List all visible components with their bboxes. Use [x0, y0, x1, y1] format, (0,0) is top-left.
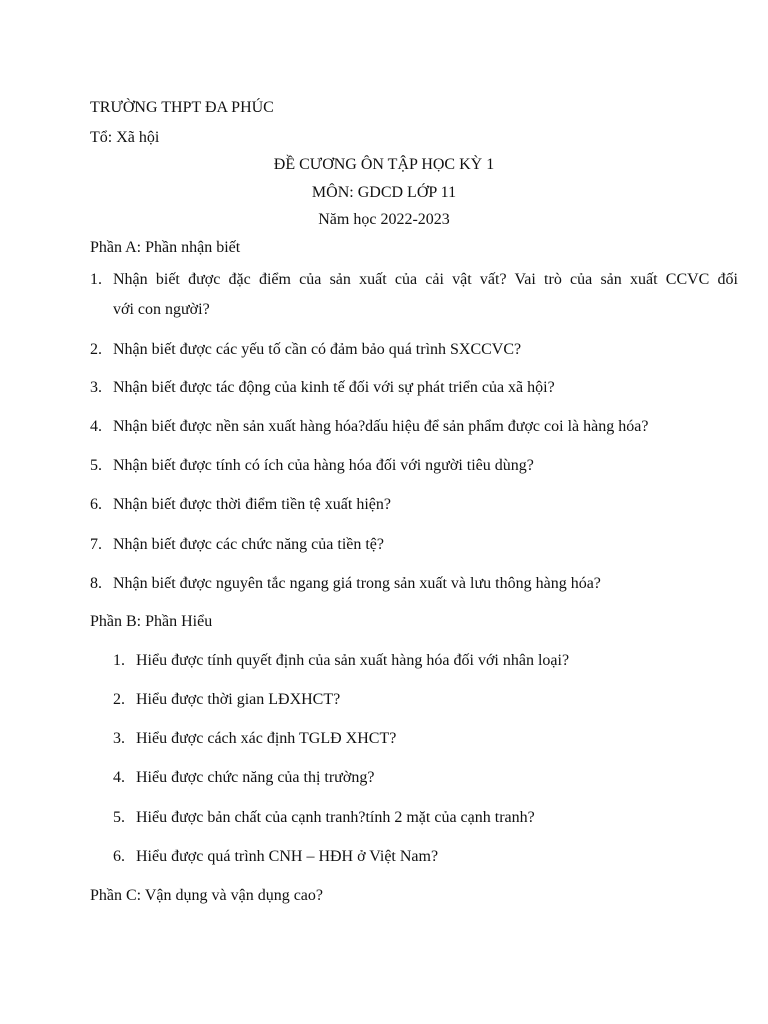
section-b-heading: Phần B: Phần Hiểu	[90, 613, 213, 630]
list-number: 6.	[90, 496, 102, 513]
list-number: 2.	[90, 341, 102, 358]
section-a-heading: Phần A: Phần nhận biết	[90, 239, 241, 256]
list-item-text: Nhận biết được các yếu tố cần có đảm bảo quá trình SXCCVC?	[113, 341, 522, 358]
list-number: 4.	[113, 769, 125, 786]
list-number: 7.	[90, 536, 102, 553]
list-item-text: Nhận biết được nguyên tắc ngang giá trong sản xuất và lưu thông hàng hóa?	[113, 575, 601, 592]
list-item-text: Hiểu được thời gian LĐXHCT?	[136, 691, 341, 708]
list-item-text: Nhận biết được thời điểm tiền tệ xuất hiện?	[113, 496, 391, 513]
school-name: TRƯỜNG THPT ĐA PHÚC	[90, 99, 274, 116]
document-title: ĐỀ CƯƠNG ÔN TẬP HỌC KỲ 1	[273, 156, 495, 173]
school-year: Năm học 2022-2023	[318, 211, 450, 228]
list-number: 3.	[90, 379, 102, 396]
list-item-text-continued: với con người?	[113, 301, 210, 318]
section-c-heading: Phần C: Vận dụng và vận dụng cao?	[90, 887, 323, 904]
list-item-text: Hiểu được quá trình CNH – HĐH ở Việt Nam?	[136, 848, 439, 865]
department-name: Tổ: Xã hội	[90, 129, 160, 146]
list-number: 1.	[113, 652, 125, 669]
list-number: 4.	[90, 418, 102, 435]
list-item-text: Hiểu được cách xác định TGLĐ XHCT?	[136, 730, 397, 747]
list-number: 8.	[90, 575, 102, 592]
list-item-text: Hiểu được tính quyết định của sản xuất hàng hóa đối với nhân loại?	[136, 652, 570, 669]
list-number: 2.	[113, 691, 125, 708]
list-item-text: Hiểu được chức năng của thị trường?	[136, 769, 375, 786]
list-item-text: Nhận biết được nền sản xuất hàng hóa?dấu hiệu để sản phẩm được coi là hàng hóa?	[113, 418, 649, 435]
list-number: 5.	[90, 457, 102, 474]
list-item-text: Nhận biết được đặc điểm của sản xuất của cải vật vất? Vai trò của sản xuất CCVC đối	[113, 271, 738, 288]
list-item-text: Nhận biết được các chức năng của tiền tệ?	[113, 536, 385, 553]
list-number: 6.	[113, 848, 125, 865]
list-item-text: Nhận biết được tính có ích của hàng hóa đối với người tiêu dùng?	[113, 457, 534, 474]
list-number: 1.	[90, 271, 102, 288]
list-number: 5.	[113, 809, 125, 826]
list-item-text: Nhận biết được tác động của kinh tế đối với sự phát triển của xã hội?	[113, 379, 555, 396]
subject-line: MÔN: GDCD LỚP 11	[311, 184, 457, 201]
list-item-text: Hiểu được bản chất của cạnh tranh?tính 2 mặt của cạnh tranh?	[136, 809, 535, 826]
list-number: 3.	[113, 730, 125, 747]
